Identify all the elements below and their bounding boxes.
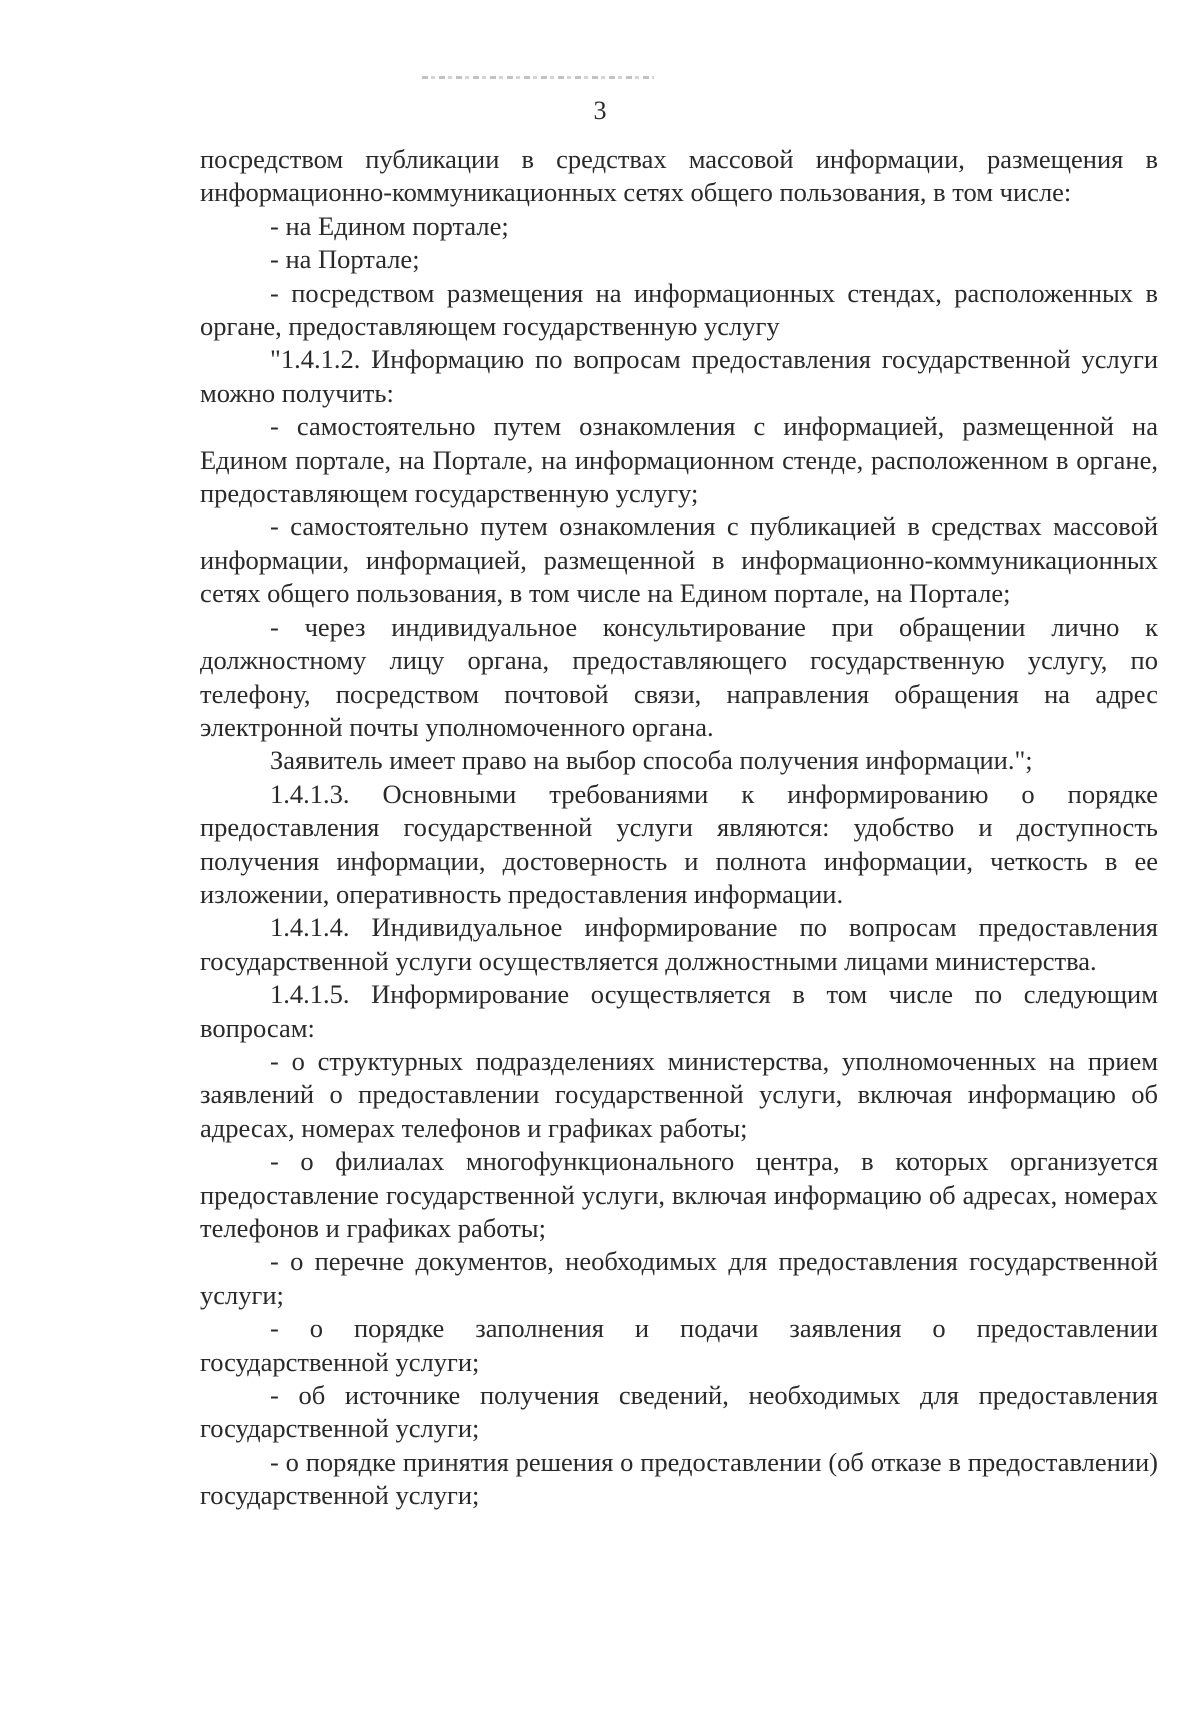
list-item-portal: - на Портале; xyxy=(270,244,420,275)
list-item-filialy-mfc: - о филиалах многофункционального центра, в которых организуется предоставление государственной услуги, включая информацию об адресах, номерах телефонов и графиках работы; xyxy=(200,1146,1158,1243)
list-item-oznakomlenie-publikaciya: - самостоятельно путем ознакомления с публикацией в средствах массовой информации, информацией, размещенной в информационно-коммуникационных сетях общего пользования, в том числе на Едином портале, на Портале; xyxy=(200,511,1158,609)
list-item-oznakomlenie-informaciya: - самостоятельно путем ознакомления с информацией, размещенной на Едином портале, на Портале, на информационном стенде, расположенном в органе, предоставляющем государственную услугу; xyxy=(200,411,1158,509)
list-item-poryadok-zapolneniya: - о порядке заполнения и подачи заявления о предоставлении государственной услуги; xyxy=(200,1313,1158,1377)
list-item-edinyy-portal: - на Едином портале; xyxy=(270,210,509,241)
list-item-poryadok-prinyatiya-resheniya: - о порядке принятия решения о предоставлении (об отказе в предоставлении) государственной услуги; xyxy=(200,1446,1158,1511)
paragraph-1-4-1-4: 1.4.1.4. Индивидуальное информирование по вопросам предоставления государственной услуги осуществляется должностными лицами министерства. xyxy=(200,912,1158,976)
paragraph-1-4-1-5: 1.4.1.5. Информирование осуществляется в том числе по следующим вопросам: xyxy=(200,979,1158,1043)
list-item-istochnik-svedeniy: - об источнике получения сведений, необходимых для предоставления государственной услуги; xyxy=(200,1380,1158,1444)
list-item-konsultirovanie: - через индивидуальное консультирование при обращении лично к должностному лицу органа, предоставляющего государственную услугу, по телефону, посредством почтовой связи, направления обращения на адрес электронной почты уполномоченного органа. xyxy=(200,611,1158,742)
paragraph-1-4-1-2: "1.4.1.2. Информацию по вопросам предоставления государственной услуги можно получить: xyxy=(200,344,1158,408)
page-number: 3 xyxy=(593,96,607,125)
list-item-stendy: - посредством размещения на информационных стендах, расположенных в органе, предоставляющем государственную услугу xyxy=(200,277,1158,342)
document-body xyxy=(200,143,1158,1513)
list-item-podrazdeleniya: - о структурных подразделениях министерства, уполномоченных на прием заявлений о предоставлении государственной услуги, включая информацию об адресах, номерах телефонов и графиках работы; xyxy=(200,1045,1158,1143)
paragraph-intro: посредством публикации в средствах массовой информации, размещения в информационно-коммуникационных сетях общего пользования, в том числе: xyxy=(200,144,1158,208)
scan-artifact xyxy=(422,76,654,79)
paragraph-1-4-1-3: 1.4.1.3. Основными требованиями к информированию о порядке предоставления государственной услуги являются: удобство и доступность получения информации, достоверность и полнота информации, четкость в ее изложении, оперативность предоставления информации. xyxy=(200,778,1158,909)
list-item-perechen-dokumentov: - о перечне документов, необходимых для предоставления государственной услуги; xyxy=(200,1246,1158,1310)
paragraph-vybor-sposoba: Заявитель имеет право на выбор способа получения информации."; xyxy=(270,745,1033,776)
